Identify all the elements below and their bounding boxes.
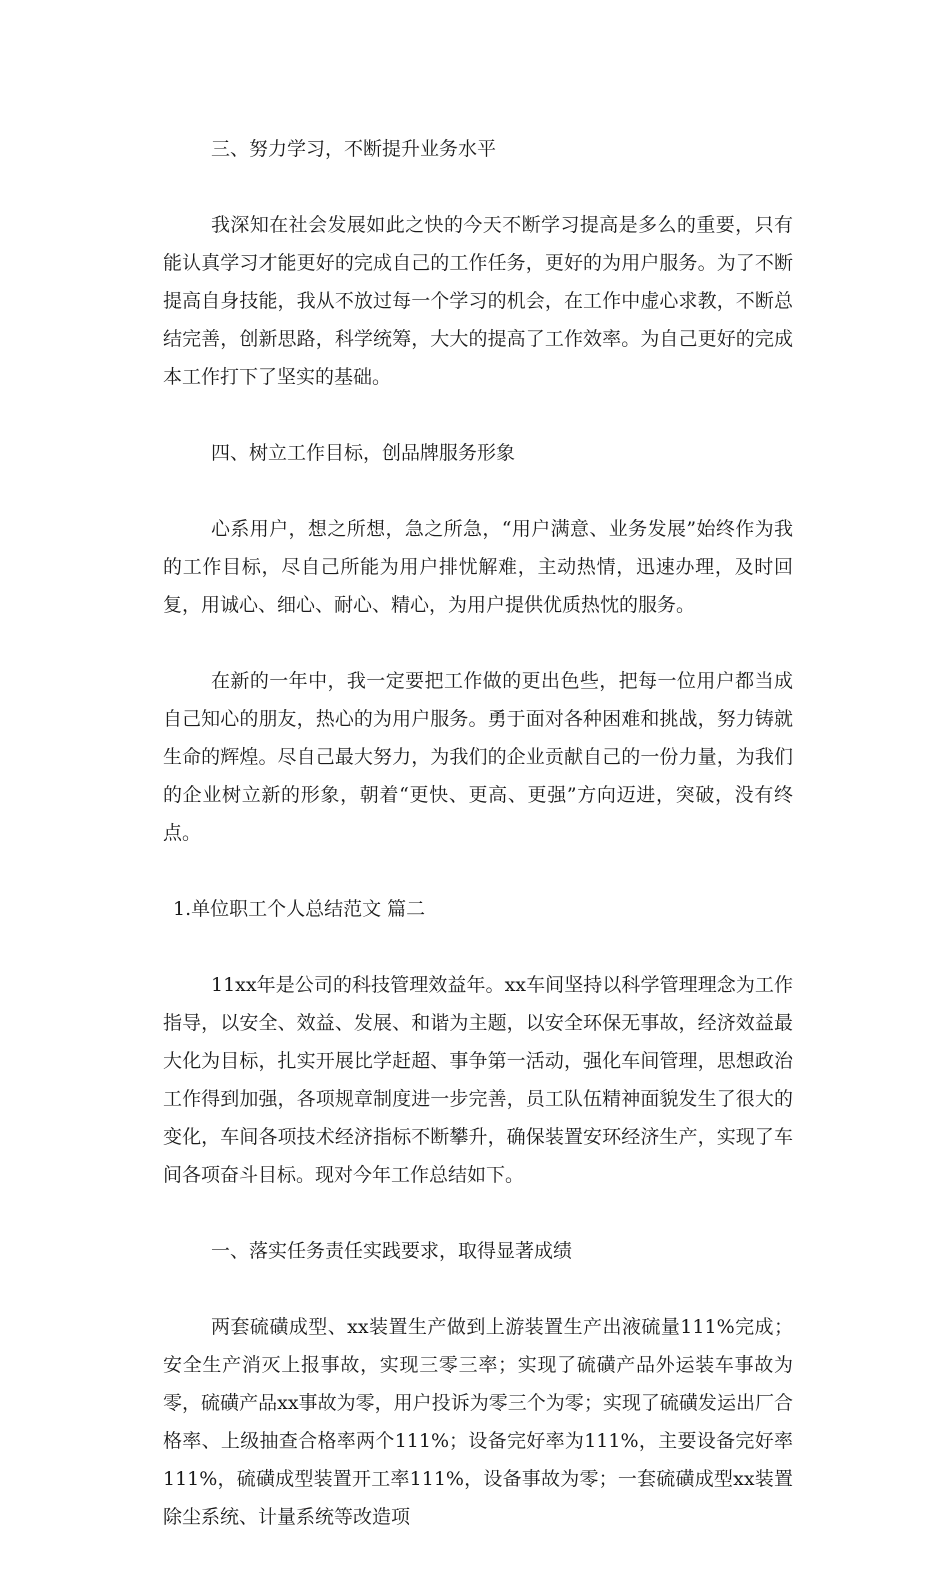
section-heading-study: 三、努力学习，不断提升业务水平 xyxy=(211,138,497,160)
paragraph-goals: 心系用户，想之所想，急之所急，“用户满意、业务发展”始终作为我的工作目标，尽自己所能为用户排忧解难，主动热情，迅速办理，及时回复，用诚心、细心、耐心、精心，为用户提供优质热忱的服务。 xyxy=(163,518,793,616)
paragraph-intro: 11xx年是公司的科技管理效益年。xx车间坚持以科学管理理念为工作指导，以安全、效益、发展、和谐为主题，以安全环保无事故，经济效益最大化为目标，扎实开展比学赶超、事争第一活动，强化车间管理，思想政治工作得到加强，各项规章制度进一步完善，员工队伍精神面貌发生了很大的变化，车间各项技术经济指标不断攀升，确保装置安环经济生产，实现了车间各项奋斗目标。现对今年工作总结如下。 xyxy=(163,974,793,1186)
paragraph-achievements: 两套硫磺成型、xx装置生产做到上游装置生产出液硫量111%完成；安全生产消灭上报事故，实现三零三率；实现了硫磺产品外运装车事故为零，硫磺产品xx事故为零，用户投诉为零三个为零；实现了硫磺发运出厂合格率、上级抽查合格率两个111%；设备完好率为111%，主要设备完好率111%，硫磺成型装置开工率111%，设备事故为零；一套硫磺成型xx装置除尘系统、计量系统等改造项 xyxy=(163,1316,793,1528)
section-heading-achievements: 一、落实任务责任实践要求，取得显著成绩 xyxy=(211,1240,573,1262)
paragraph-study: 我深知在社会发展如此之快的今天不断学习提高是多么的重要，只有能认真学习才能更好的完成自己的工作任务，更好的为用户服务。为了不断提高自身技能，我从不放过每一个学习的机会，在工作中虚心求教，不断总结完善，创新思路，科学统筹，大大的提高了工作效率。为自己更好的完成本工作打下了坚实的基础。 xyxy=(163,214,793,388)
section-heading-goals: 四、树立工作目标，创品牌服务形象 xyxy=(211,442,516,464)
paragraph-new-year: 在新的一年中，我一定要把工作做的更出色些，把每一位用户都当成自己知心的朋友，热心的为用户服务。勇于面对各种困难和挑战，努力铸就生命的辉煌。尽自己最大努力，为我们的企业贡献自己的一份力量，为我们的企业树立新的形象，朝着“更快、更高、更强”方向迈进，突破，没有终点。 xyxy=(163,670,793,844)
document-body xyxy=(163,130,793,1574)
article-title-part-two: 1.单位职工个人总结范文 篇二 xyxy=(173,898,426,920)
